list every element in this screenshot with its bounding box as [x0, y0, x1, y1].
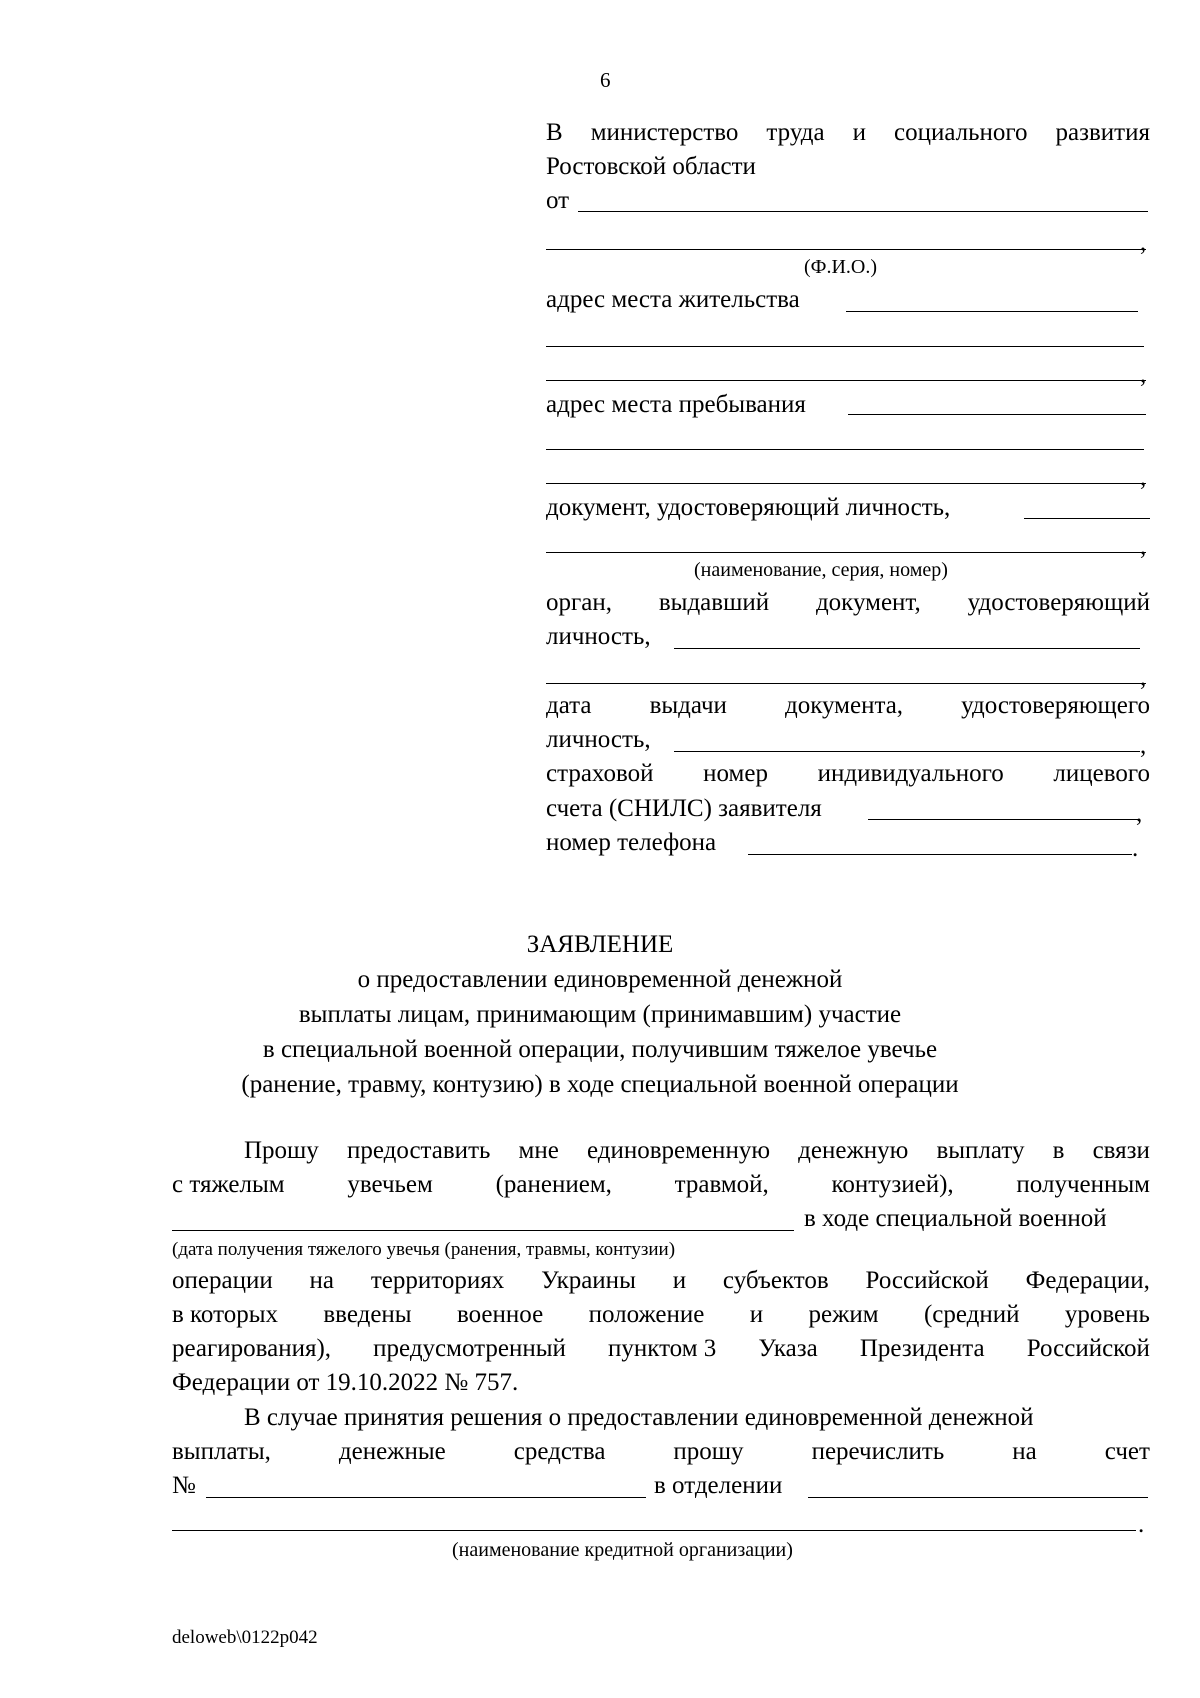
id-doc-caption: (наименование, серия, номер) [694, 559, 948, 581]
id-doc-label: документ, удостоверяющий личность, [546, 494, 951, 521]
word: контузией), [831, 1171, 954, 1198]
word: денежные [338, 1438, 446, 1465]
word: Президента [859, 1335, 985, 1362]
word: уровень [1064, 1301, 1150, 1328]
word: номер [703, 760, 768, 787]
bank-name-field[interactable] [172, 1530, 1136, 1531]
word: дата [546, 692, 592, 719]
word: полученным [1016, 1171, 1150, 1198]
word: пунктом 3 [608, 1335, 717, 1362]
word: страховой [546, 760, 654, 787]
word: и [672, 1267, 687, 1294]
word: увечьем [347, 1171, 433, 1198]
issue-date-field[interactable] [674, 751, 1140, 752]
stay-field-3[interactable] [546, 483, 1146, 484]
comma: , [1140, 464, 1147, 491]
residence-field-3[interactable] [546, 380, 1146, 381]
fio-field[interactable] [546, 249, 1146, 250]
title-line-1: о предоставлении единовременной денежной [357, 966, 843, 993]
word: введены [323, 1301, 412, 1328]
period: . [1132, 835, 1139, 862]
word: социального [893, 119, 1028, 146]
word: средства [513, 1438, 606, 1465]
issue-date-line-1 [546, 693, 1150, 718]
word: выплату [936, 1137, 1025, 1164]
comma: , [1140, 361, 1147, 388]
branch-field[interactable] [808, 1497, 1148, 1498]
p1-line-2 [172, 1172, 1150, 1197]
injury-date-caption: (дата получения тяжелого увечья (ранения, травмы, контузии) [172, 1239, 676, 1260]
comma: , [1140, 664, 1147, 691]
residence-field-2[interactable] [546, 346, 1144, 347]
word: операции [172, 1267, 273, 1294]
branch-label: в отделении [654, 1472, 783, 1499]
word: перечислить [811, 1438, 945, 1465]
stay-field-1[interactable] [848, 414, 1146, 415]
title-line-2: выплаты лицам, принимающим (принимавшим) участие [298, 1001, 902, 1028]
word: (средний [923, 1301, 1020, 1328]
comma: , [1136, 800, 1143, 827]
word: в которых [172, 1301, 278, 1328]
comma: , [1140, 533, 1147, 560]
word: Украины [541, 1267, 636, 1294]
word: единовременную [587, 1137, 770, 1164]
word: документ, [815, 589, 921, 616]
issuer-field-2[interactable] [546, 683, 1146, 684]
word: в [1052, 1137, 1065, 1164]
word: травмой, [674, 1171, 769, 1198]
addressee-line-2: Ростовской области [546, 153, 756, 180]
bank-caption: (наименование кредитной организации) [452, 1539, 793, 1561]
page-number: 6 [600, 68, 611, 92]
word: на [1012, 1438, 1037, 1465]
from-field[interactable] [578, 211, 1148, 212]
word: военное [456, 1301, 544, 1328]
snils-field[interactable] [868, 819, 1138, 820]
word: лицевого [1053, 760, 1150, 787]
word: (ранением, [495, 1171, 612, 1198]
word: труда [766, 119, 825, 146]
word: развития [1055, 119, 1150, 146]
phone-field[interactable] [748, 854, 1132, 855]
p2-line-1: В случае принятия решения о предоставлении единовременной денежной [244, 1404, 1034, 1431]
stay-label: адрес места пребывания [546, 391, 806, 418]
word: предоставить [346, 1137, 491, 1164]
word: с тяжелым [172, 1171, 285, 1198]
word: и [749, 1301, 764, 1328]
issuer-line-1 [546, 590, 1150, 615]
issuer-field-1[interactable] [674, 648, 1140, 649]
injury-date-field[interactable] [172, 1230, 794, 1231]
period: . [1138, 1511, 1145, 1538]
word: выдачи [649, 692, 727, 719]
fio-caption: (Ф.И.О.) [804, 256, 878, 278]
word: Российской [865, 1267, 989, 1294]
issuer-label-2: личность, [546, 623, 651, 650]
account-sign: № [172, 1472, 196, 1499]
snils-label-2: счета (СНИЛС) заявителя [546, 795, 822, 822]
issue-date-label-2: личность, [546, 726, 651, 753]
word: индивидуального [817, 760, 1004, 787]
addressee-line-1 [546, 120, 1150, 145]
word: Федерации, [1025, 1267, 1150, 1294]
word: и [852, 119, 866, 146]
footer-code: deloweb\0122p042 [172, 1627, 318, 1648]
p1-line-6 [172, 1336, 1150, 1361]
word: Российской [1026, 1335, 1150, 1362]
title-line-4: (ранение, травму, контузию) в ходе специальной военной операции [241, 1071, 959, 1098]
comma: , [1140, 732, 1147, 759]
word: положение [588, 1301, 705, 1328]
word: денежную [798, 1137, 909, 1164]
word: документа, [785, 692, 904, 719]
word: режим [808, 1301, 879, 1328]
document-heading: ЗАЯВЛЕНИЕ [526, 931, 674, 958]
word: реагирования), [172, 1335, 332, 1362]
word: связи [1092, 1137, 1150, 1164]
p1-line-3-tail: в ходе специальной военной [804, 1205, 1107, 1232]
word: выплаты, [172, 1438, 271, 1465]
word: счет [1104, 1438, 1150, 1465]
word: мне [518, 1137, 559, 1164]
word: предусмотренный [373, 1335, 566, 1362]
id-doc-field-2[interactable] [546, 552, 1146, 553]
title-line-3: в специальной военной операции, получившим тяжелое увечье [262, 1036, 938, 1063]
word: Указа [758, 1335, 818, 1362]
p1-line-1 [244, 1138, 1150, 1163]
p1-line-7: Федерации от 19.10.2022 № 757. [172, 1369, 519, 1396]
stay-field-2[interactable] [546, 449, 1144, 450]
p2-line-2 [172, 1439, 1150, 1464]
word: удостоверяющий [967, 589, 1150, 616]
p1-line-4 [172, 1268, 1150, 1293]
from-label: от [546, 187, 570, 214]
p1-line-5 [172, 1302, 1150, 1327]
phone-label: номер телефона [546, 829, 717, 856]
word: удостоверяющего [961, 692, 1150, 719]
word: выдавший [658, 589, 770, 616]
snils-line-1 [546, 761, 1150, 786]
word: прошу [673, 1438, 744, 1465]
word: территориях [370, 1267, 505, 1294]
residence-field-1[interactable] [846, 311, 1138, 312]
word: на [309, 1267, 335, 1294]
account-number-field[interactable] [206, 1497, 646, 1498]
comma: , [1140, 229, 1147, 256]
word: орган, [546, 589, 612, 616]
word: министерство [590, 119, 739, 146]
id-doc-field-1[interactable] [1024, 518, 1150, 519]
residence-label: адрес места жительства [546, 286, 800, 313]
word: В [546, 119, 563, 146]
word: Прошу [244, 1137, 319, 1164]
word: субъектов [722, 1267, 829, 1294]
